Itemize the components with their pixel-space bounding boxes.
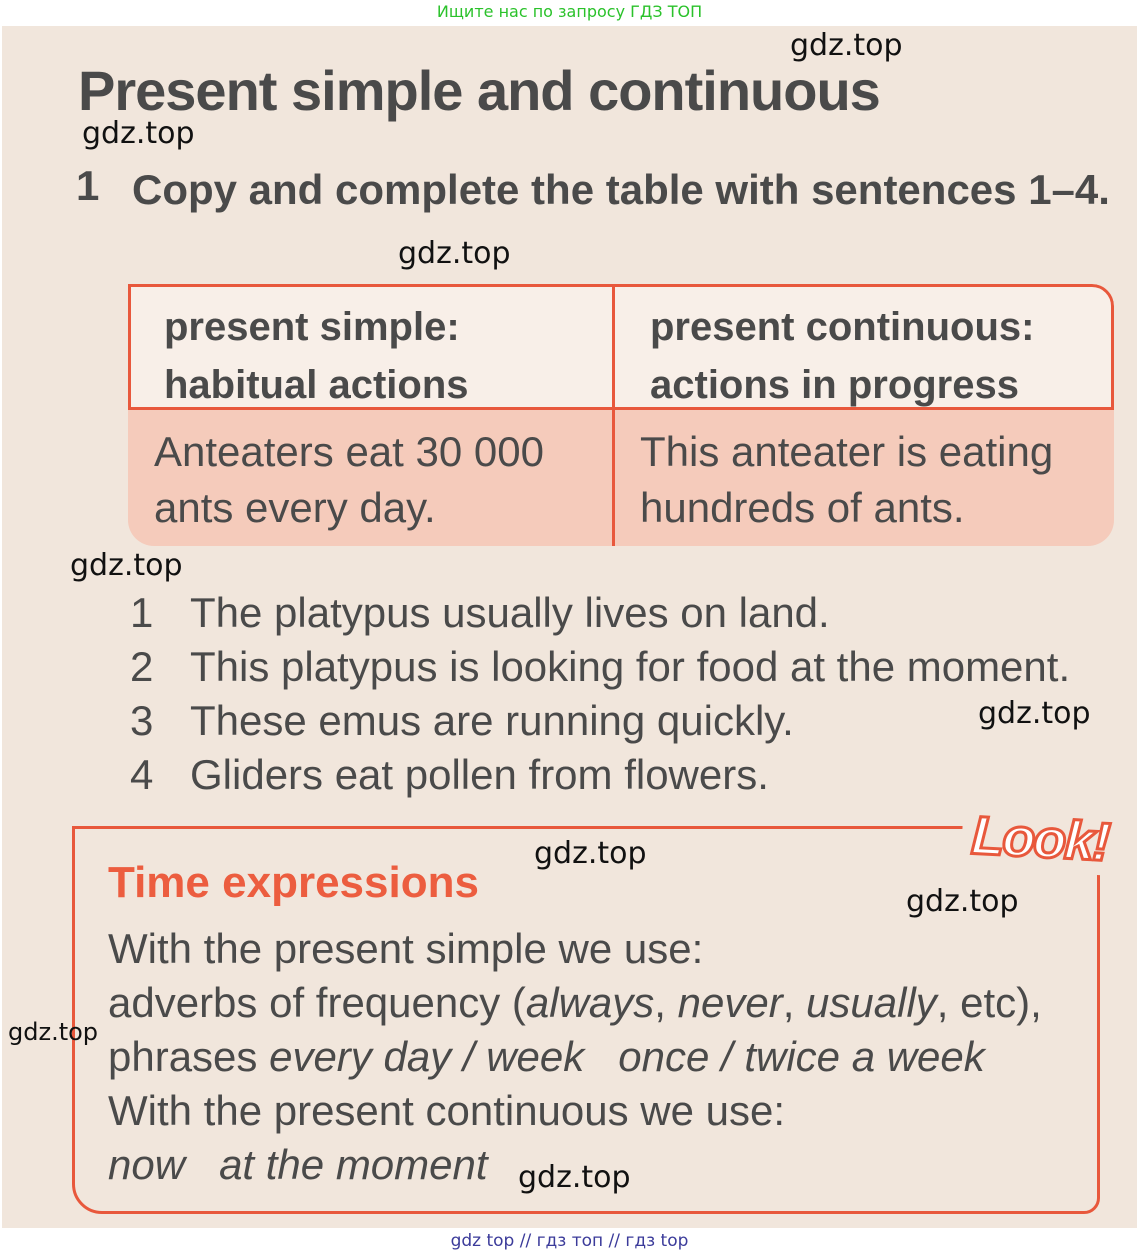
cell-line: ants every day. xyxy=(154,484,436,531)
watermark: gdz.top xyxy=(8,1018,99,1046)
look-text: , xyxy=(782,979,807,1026)
look-badge: Look! xyxy=(960,802,1119,876)
look-example: never xyxy=(677,979,783,1026)
look-example: at the moment xyxy=(219,1141,488,1188)
look-example: now xyxy=(108,1141,186,1188)
exercise-number: 1 xyxy=(76,162,100,209)
look-example: usually xyxy=(806,979,937,1026)
sentence-number: 3 xyxy=(130,697,154,744)
sentence-text: This platypus is looking for food at the moment. xyxy=(190,643,1071,690)
sentence-list xyxy=(130,586,1070,802)
watermark: gdz.top xyxy=(790,28,903,63)
look-text: , xyxy=(654,979,678,1026)
list-item xyxy=(130,586,1070,640)
watermark: gdz.top xyxy=(978,696,1091,731)
header-line: actions in progress xyxy=(650,363,1019,407)
bottom-banner: gdz top // гдз топ // гдз top xyxy=(450,1231,689,1251)
look-line: With the present continuous we use: xyxy=(108,1087,786,1134)
look-text: adverbs of frequency ( xyxy=(108,979,526,1026)
cell-line: hundreds of ants. xyxy=(640,484,965,531)
header-line: habitual actions xyxy=(164,363,469,407)
exercise-instruction: Copy and complete the table with sentences 1–4. xyxy=(132,166,1110,213)
watermark: gdz.top xyxy=(70,548,183,583)
list-item xyxy=(130,748,1070,802)
look-title: Time expressions xyxy=(108,858,479,907)
cell-present-continuous-example xyxy=(640,424,1053,536)
look-line: With the present simple we use: xyxy=(108,925,704,972)
column-divider xyxy=(612,284,615,546)
top-banner: Ищите нас по запросу ГДЗ ТОП xyxy=(436,2,703,21)
grammar-table xyxy=(128,284,1114,546)
list-item xyxy=(130,694,1070,748)
sentence-text: Gliders eat pollen from flowers. xyxy=(190,751,769,798)
look-example: always xyxy=(525,979,655,1026)
header-present-simple xyxy=(164,298,469,414)
header-line: present simple: xyxy=(164,305,460,349)
sentence-text: These emus are running quickly. xyxy=(190,697,794,744)
look-text: phrases xyxy=(108,1033,270,1080)
sentence-number: 4 xyxy=(130,751,154,798)
watermark: gdz.top xyxy=(398,236,511,271)
look-text: , etc), xyxy=(936,979,1042,1026)
sentence-text: The platypus usually lives on land. xyxy=(190,589,830,636)
sentence-number: 2 xyxy=(130,643,154,690)
look-example: every day / week xyxy=(269,1033,585,1080)
header-line: present continuous: xyxy=(650,305,1035,349)
look-line xyxy=(108,1030,1042,1084)
cell-line: This anteater is eating xyxy=(640,428,1054,475)
list-item xyxy=(130,640,1070,694)
cell-present-simple-example xyxy=(154,424,544,536)
sentence-number: 1 xyxy=(130,589,154,636)
header-present-continuous xyxy=(650,298,1034,414)
watermark: gdz.top xyxy=(82,116,195,151)
look-content xyxy=(108,922,1042,1192)
look-example: once / twice a week xyxy=(618,1033,985,1080)
watermark: gdz.top xyxy=(906,884,1019,919)
watermark: gdz.top xyxy=(518,1160,631,1195)
watermark: gdz.top xyxy=(534,836,647,871)
page-title: Present simple and continuous xyxy=(78,59,880,122)
look-line xyxy=(108,976,1042,1030)
cell-line: Anteaters eat 30 000 xyxy=(154,428,544,475)
